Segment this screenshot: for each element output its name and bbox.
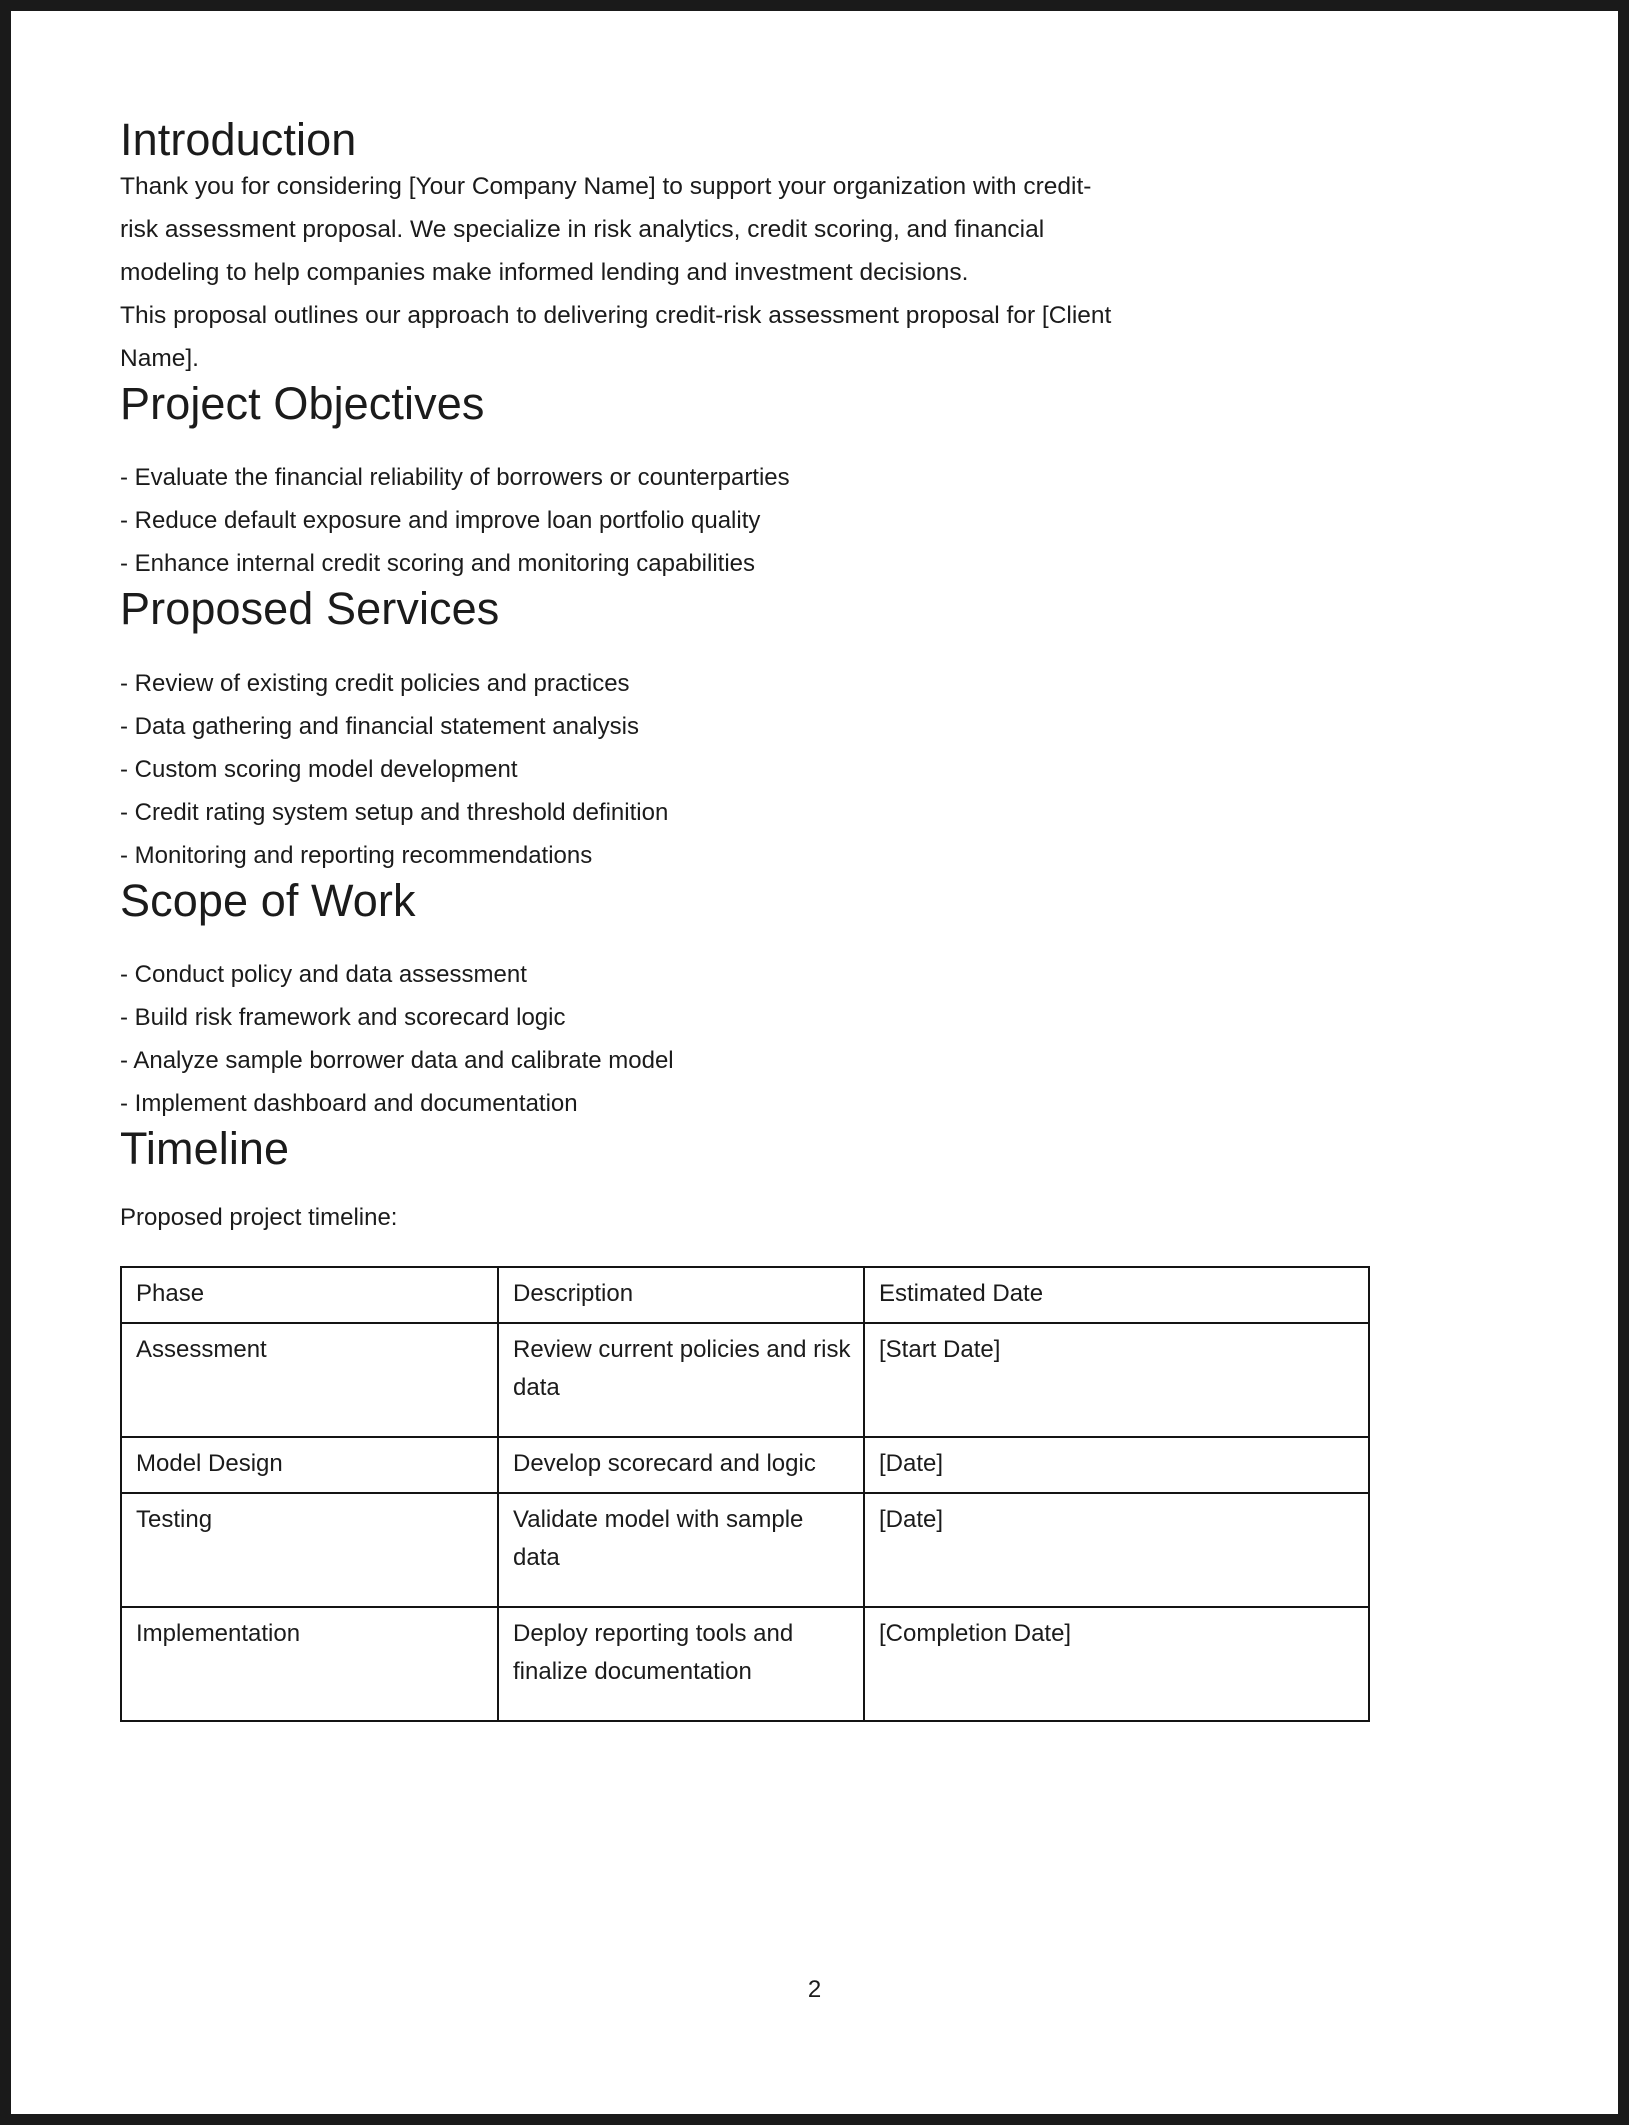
table-row bbox=[121, 1437, 1369, 1493]
timeline-lead-in: Proposed project timeline: bbox=[120, 1203, 398, 1231]
cell-phase: Assessment bbox=[121, 1323, 498, 1437]
list-item: - Build risk framework and scorecard logic bbox=[120, 1004, 566, 1032]
cell-estimated-date: [Completion Date] bbox=[864, 1607, 1369, 1721]
proposed-services-list bbox=[120, 662, 1420, 877]
document-content bbox=[120, 116, 1420, 1722]
cell-estimated-date: [Date] bbox=[864, 1437, 1369, 1493]
cell-phase: Testing bbox=[121, 1493, 498, 1607]
heading-introduction: Introduction bbox=[120, 114, 357, 165]
scope-of-work-list bbox=[120, 953, 1420, 1125]
list-item: - Conduct policy and data assessment bbox=[120, 961, 527, 989]
column-header-phase: Phase bbox=[121, 1267, 498, 1323]
cell-description: Review current policies and risk data bbox=[498, 1323, 864, 1437]
page-canvas bbox=[11, 11, 1618, 2114]
table-header-row bbox=[121, 1267, 1369, 1323]
cell-description: Validate model with sample data bbox=[498, 1493, 864, 1607]
introduction-paragraph-2: This proposal outlines our approach to delivering credit-risk assessment proposal for [Client Name]. bbox=[120, 301, 1112, 372]
list-item: - Custom scoring model development bbox=[120, 755, 518, 783]
heading-project-objectives: Project Objectives bbox=[120, 377, 485, 429]
cell-phase: Implementation bbox=[121, 1607, 498, 1721]
list-item: - Data gathering and financial statement analysis bbox=[120, 712, 639, 740]
cell-phase: Model Design bbox=[121, 1437, 498, 1493]
table-row bbox=[121, 1493, 1369, 1607]
cell-description: Develop scorecard and logic bbox=[498, 1437, 864, 1493]
cell-estimated-date: [Date] bbox=[864, 1493, 1369, 1607]
project-objectives-list bbox=[120, 456, 1420, 585]
cell-estimated-date: [Start Date] bbox=[864, 1323, 1369, 1437]
timeline-table bbox=[120, 1266, 1370, 1722]
heading-timeline: Timeline bbox=[120, 1123, 290, 1175]
list-item: - Reduce default exposure and improve loan portfolio quality bbox=[120, 507, 761, 535]
list-item: - Monitoring and reporting recommendations bbox=[120, 841, 593, 869]
column-header-description: Description bbox=[498, 1267, 864, 1323]
list-item: - Enhance internal credit scoring and monitoring capabilities bbox=[120, 550, 756, 578]
list-item: - Credit rating system setup and threshold definition bbox=[120, 798, 669, 826]
introduction-paragraph-1: Thank you for considering [Your Company Name] to support your organization with credit-risk assessment proposal. We specialize in risk analytics, credit scoring, and financial modeling to help companies make informed lending and investment decisions. bbox=[120, 172, 1092, 286]
column-header-estimated-date: Estimated Date bbox=[864, 1267, 1369, 1323]
list-item: - Implement dashboard and documentation bbox=[120, 1090, 578, 1118]
heading-proposed-services: Proposed Services bbox=[120, 583, 500, 635]
page-number: 2 bbox=[807, 1976, 822, 2003]
table-row bbox=[121, 1607, 1369, 1721]
list-item: - Review of existing credit policies and practices bbox=[120, 669, 630, 697]
cell-description: Deploy reporting tools and finalize documentation bbox=[498, 1607, 864, 1721]
table-row bbox=[121, 1323, 1369, 1437]
heading-scope-of-work: Scope of Work bbox=[120, 874, 416, 926]
list-item: - Evaluate the financial reliability of borrowers or counterparties bbox=[120, 464, 790, 492]
list-item: - Analyze sample borrower data and calibrate model bbox=[120, 1047, 674, 1075]
